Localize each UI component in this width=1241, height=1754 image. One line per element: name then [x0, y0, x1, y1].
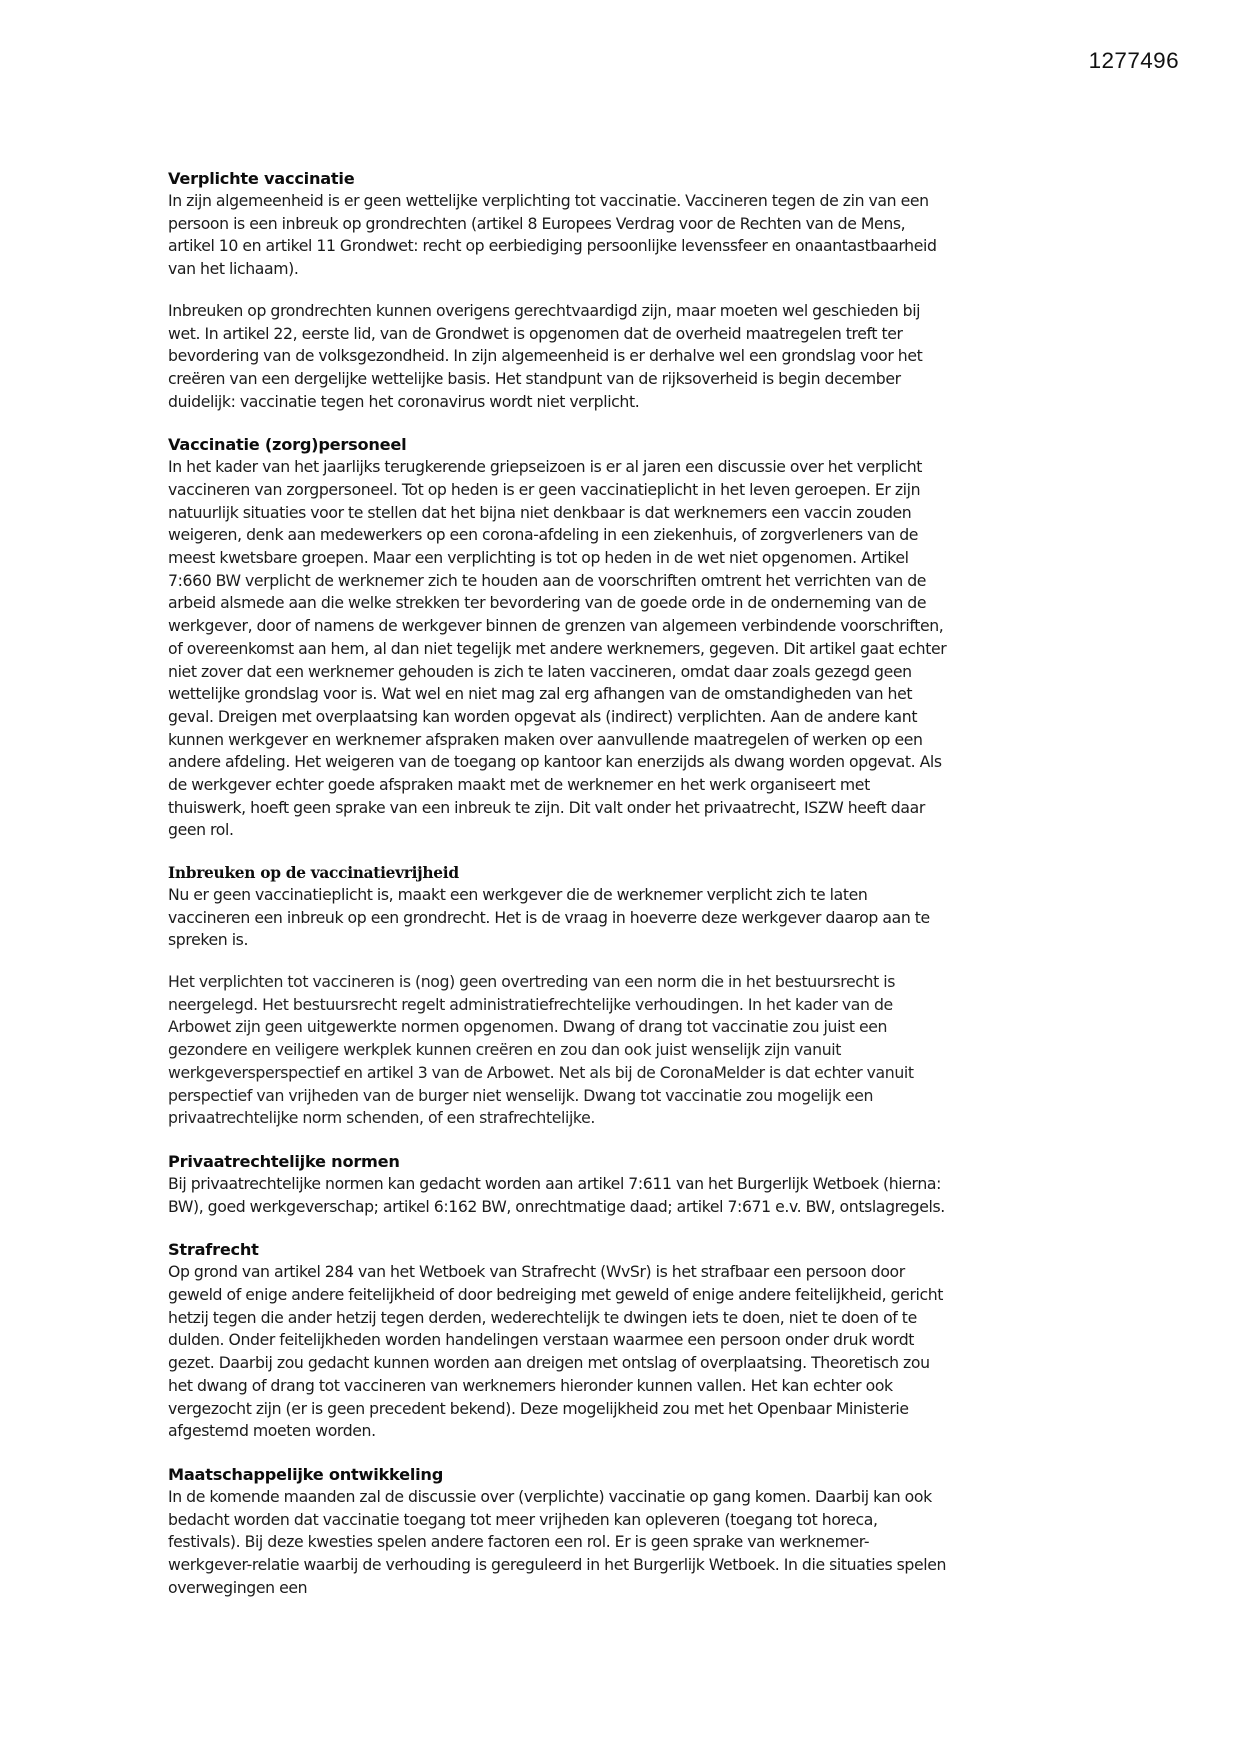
section-heading: Inbreuken op de vaccinatievrijheid [168, 864, 459, 882]
section-heading: Strafrecht [168, 1240, 259, 1260]
page-number: 1277496 [1088, 48, 1179, 73]
paragraph: Bij privaatrechtelijke normen kan gedacht worden aan artikel 7:611 van het Burgerlijk Wetboek (hierna: BW), goed werkgeverschap; artikel 6:162 BW, onrechtmatige daad; artikel 7:671 e.v. BW, ontslagregels. [168, 1173, 945, 1216]
section-maatschappelijke-ontwikkeling [168, 1464, 948, 1600]
paragraph: Op grond van artikel 284 van het Wetboek van Strafrecht (WvSr) is het strafbaar een persoon door geweld of enige andere feitelijkheid of door bedreiging met geweld of enige andere feitelijkheid, gericht hetzij tegen die ander hetzij tegen derden, wederechtelijk te dwingen iets te doen, niet te doen of te dulden. Onder feitelijkheden worden handelingen verstaan waarmee een persoon onder druk wordt gezet. Daarbij zou gedacht kunnen worden aan dreigen met ontslag of overplaatsing. Theoretisch zou het dwang of drang tot vaccineren van werknemers hieronder kunnen vallen. Het kan echter ook vergezocht zijn (er is geen precedent bekend). Deze mogelijkheid zou met het Openbaar Ministerie afgestemd moeten worden. [168, 1262, 944, 1441]
paragraph: Het verplichten tot vaccineren is (nog) geen overtreding van een norm die in het bestuursrecht is neergelegd. Het bestuursrecht regelt administratiefrechtelijke verhoudingen. In het kader van de Arbowet zijn geen uitgewerkte normen opgenomen. Dwang of drang tot vaccinatie zou juist een gezondere en veiligere werkplek kunnen creëren en zou dan ook juist wenselijk zijn vanuit werkgeversperspectief en artikel 3 van de Arbowet. Net als bij de CoronaMelder is dat echter vanuit perspectief van vrijheden van de burger niet wenselijk. Dwang tot vaccinatie zou mogelijk een privaatrechtelijke norm schenden, of een strafrechtelijke. [168, 972, 914, 1128]
section-inbreuken-vaccinatievrijheid [168, 863, 948, 1130]
paragraph: In het kader van het jaarlijks terugkerende griepseizoen is er al jaren een discussie over het verplicht vaccineren van zorgpersoneel. Tot op heden is er geen vaccinatieplicht in het leven geroepen. Er zijn natuurlijk situaties voor te stellen dat het bijna niet denkbaar is dat werknemers een vaccin zouden weigeren, denk aan medewerkers op een corona-afdeling in een ziekenhuis, of zorgverleners van de meest kwetsbare groepen. Maar een verplichting is tot op heden in de wet niet opgenomen. Artikel 7:660 BW verplicht de werknemer zich te houden aan de voorschriften omtrent het verrichten van de arbeid alsmede aan die welke strekken ter bevordering van de goede orde in de onderneming van de werkgever, door of namens de werkgever binnen de grenzen van algemeen verbindende voorschriften, of overeenkomst aan hem, al dan niet tegelijk met andere werknemers, gegeven. Dit artikel gaat echter niet zover dat een werknemer gehouden is zich te laten vaccineren, omdat daar zoals gezegd geen wettelijke grondslag voor is. Wat wel en niet mag zal erg afhangen van de omstandigheden van het geval. Dreigen met overplaatsing kan worden opgevat als (indirect) verplichten. Aan de andere kant kunnen werkgever en werknemer afspraken maken over aanvullende maatregelen of werken op een andere afdeling. Het weigeren van de toegang op kantoor kan enerzijds als dwang worden opgevat. Als de werkgever echter goede afspraken maakt met de werknemer en het werk organiseert met thuiswerk, hoeft geen sprake van een inbreuk te zijn. Dit valt onder het privaatrecht, ISZW heeft daar geen rol. [168, 457, 947, 840]
document-body [168, 168, 948, 1599]
section-privaatrechtelijke-normen [168, 1151, 948, 1218]
paragraph: In zijn algemeenheid is er geen wettelijke verplichting tot vaccinatie. Vaccineren tegen de zin van een persoon is een inbreuk op grondrechten (artikel 8 Europees Verdrag voor de Rechten van de Mens, artikel 10 en artikel 11 Grondwet: recht op eerbiediging persoonlijke levenssfeer en onaantastbaarheid van het lichaam). [168, 191, 937, 279]
section-heading: Privaatrechtelijke normen [168, 1151, 400, 1171]
paragraph: Nu er geen vaccinatieplicht is, maakt een werkgever die de werknemer verplicht zich te laten vaccineren een inbreuk op een grondrecht. Het is de vraag in hoeverre deze werkgever daarop aan te spreken is. [168, 885, 930, 950]
section-heading: Verplichte vaccinatie [168, 169, 355, 188]
paragraph: In de komende maanden zal de discussie over (verplichte) vaccinatie op gang komen. Daarbij kan ook bedacht worden dat vaccinatie toegang tot meer vrijheden kan opleveren (toegang tot horeca, festivals). Bij deze kwesties spelen andere factoren een rol. Er is geen sprake van werknemer-werkgever-relatie waarbij de verhouding is gereguleerd in het Burgerlijk Wetboek. In die situaties spelen overwegingen een [168, 1486, 947, 1597]
section-heading: Vaccinatie (zorg)personeel [168, 435, 407, 455]
section-vaccinatie-zorgpersoneel [168, 434, 948, 842]
section-strafrecht [168, 1239, 948, 1443]
section-heading: Maatschappelijke ontwikkeling [168, 1464, 444, 1484]
paragraph: Inbreuken op grondrechten kunnen overigens gerechtvaardigd zijn, maar moeten wel geschieden bij wet. In artikel 22, eerste lid, van de Grondwet is opgenomen dat de overheid maatregelen treft ter bevordering van de volksgezondheid. In zijn algemeenheid is er derhalve wel een grondslag voor het creëren van een dergelijke wettelijke basis. Het standpunt van de rijksoverheid is begin december duidelijk: vaccinatie tegen het coronavirus wordt niet verplicht. [168, 300, 923, 411]
section-verplichte-vaccinatie [168, 168, 948, 413]
